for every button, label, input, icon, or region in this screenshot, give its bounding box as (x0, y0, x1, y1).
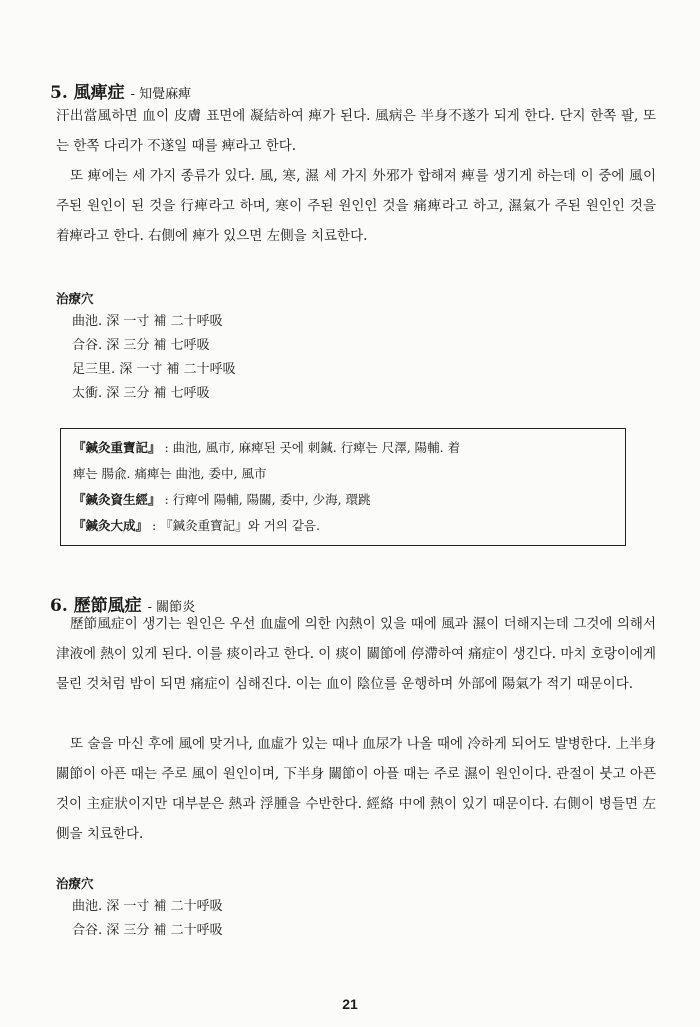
reference-line (73, 487, 615, 513)
section-5-heading (50, 78, 191, 103)
reference-text: : 『鍼灸重寶記』와 거의 같음. (148, 518, 320, 533)
section-6-treatment-label: 治療穴 (56, 876, 94, 891)
reference-line (73, 461, 615, 487)
treatment-point: 合谷. 深 三分 補 七呼吸 (72, 338, 210, 353)
reference-text: 痺는 腸兪. 痛痺는 曲池, 委中, 風市 (73, 466, 267, 481)
section-6-number: 6. (50, 596, 68, 616)
section-5-number: 5. (50, 83, 68, 103)
reference-box (60, 428, 626, 546)
section-5-title: 風痺症 (73, 83, 125, 103)
reference-line (73, 435, 615, 461)
section-6-paragraph: 또 술을 마신 후에 風에 맞거나, 血虛가 있는 때나 血尿가 나올 때에 冷하게 되어도 발병한다. 上半身 關節이 아픈 때는 주로 風이 원인이며, 下半身 關節이 아플 때는 주로 濕이 원인이다. 관절이 붓고 아픈 것이 主症狀이지만 대부분은 熱과 浮腫을 수반한다. 經絡 中에 熱이 있기 때문이다. 右側이 병들면 左側을 치료한다. (56, 736, 656, 842)
reference-source: 『鍼灸重寶記』 (73, 440, 161, 455)
reference-line (73, 513, 615, 539)
section-5-paragraph: 또 痺에는 세 가지 종류가 있다. 風, 寒, 濕 세 가지 外邪가 합해져 痺를 생기게 하는데 이 중에 風이 주된 원인이 된 것을 行痺라고 하며, 寒이 주된 원인인 것을 痛痺라고 하고, 濕氣가 주된 원인인 것을 着痺라고 한다. 右側에 痺가 있으면 左側을 치료한다. (56, 168, 656, 244)
treatment-point: 曲池. 深 一寸 補 二十呼吸 (72, 899, 223, 914)
treatment-point: 曲池. 深 一寸 補 二十呼吸 (72, 314, 223, 329)
treatment-point: 合谷. 深 三分 補 二十呼吸 (72, 923, 223, 938)
reference-text: : 曲池, 風市, 麻痺된 곳에 刺鍼. 行痺는 尺澤, 陽輔. 着 (160, 440, 461, 455)
section-5-paragraph: 汗出當風하면 血이 皮膚 표면에 凝結하여 痺가 된다. 風病은 半身不遂가 되게 한다. 단지 한쪽 팔, 또는 한쪽 다리가 不遂일 때를 痺라고 한다. (56, 108, 656, 154)
section-6-subtitle: - 關節炎 (147, 600, 196, 615)
reference-source: 『鍼灸大成』 (73, 518, 149, 533)
page-number: 21 (342, 996, 358, 1012)
section-6-paragraph: 歷節風症이 생기는 원인은 우선 血虛에 의한 內熱이 있을 때에 風과 濕이 더해지는데 그것에 의해서 津液에 熱이 있게 된다. 이를 痰이라고 한다. 이 痰이 關節에 停滯하여 痛症이 생긴다. 마치 호랑이에게 물린 것처럼 밤이 되면 痛症이 심해진다. 이는 血이 陰位를 운행하며 外部에 陽氣가 적기 때문이다. (56, 616, 656, 692)
treatment-point: 足三里. 深 一寸 補 二十呼吸 (72, 362, 236, 377)
reference-source: 『鍼灸資生經』 (73, 492, 161, 507)
reference-text: : 行痺에 陽輔, 陽關, 委中, 少海, 環跳 (160, 492, 371, 507)
section-5-treatment-label: 治療穴 (56, 291, 94, 306)
section-6-title: 歷節風症 (73, 596, 142, 616)
treatment-point: 太衝. 深 三分 補 七呼吸 (72, 386, 210, 401)
section-5-subtitle: - 知覺麻痺 (130, 87, 192, 102)
